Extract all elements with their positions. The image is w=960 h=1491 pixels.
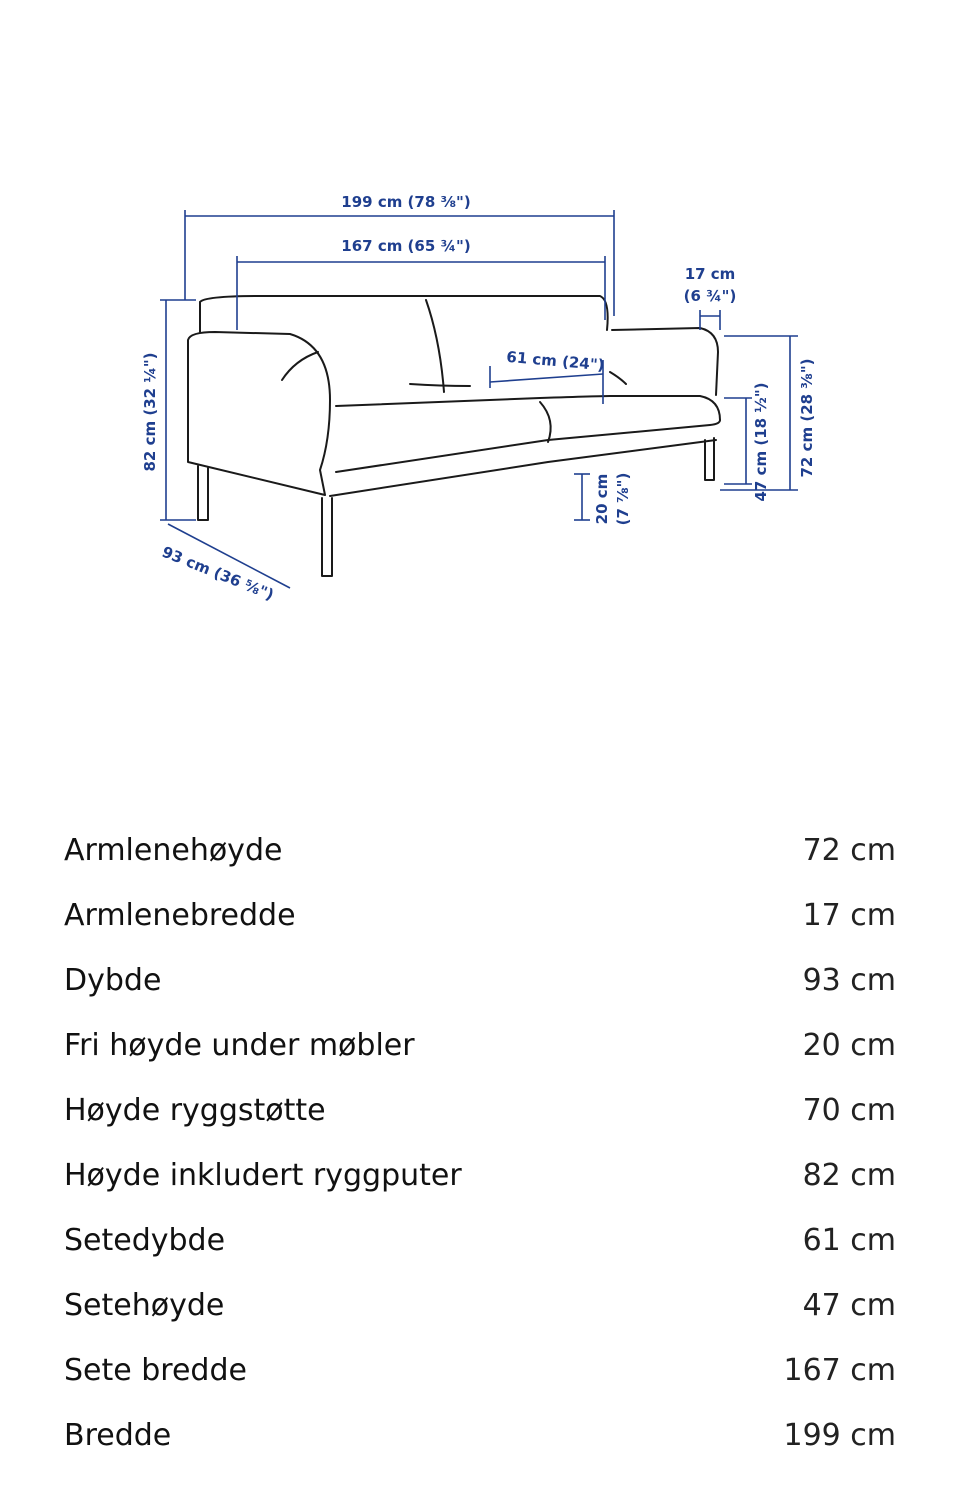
label-armrest-width-in: (6 ¾") <box>683 287 737 305</box>
label-seat-height: 47 cm (18 ½") <box>752 382 770 502</box>
sofa-leg-front-right <box>705 438 714 480</box>
spec-label: Bredde <box>64 1418 172 1453</box>
label-free-height-cm: 20 cm <box>593 473 611 525</box>
spec-value: 72 cm <box>802 833 896 868</box>
label-total-width: 199 cm (78 ⅜") <box>341 193 471 211</box>
spec-label: Høyde ryggstøtte <box>64 1093 326 1128</box>
spec-row <box>64 818 896 883</box>
spec-label: Setedybde <box>64 1223 226 1258</box>
spec-row <box>64 948 896 1013</box>
sofa-seat-seam <box>540 402 551 442</box>
sofa-base <box>330 440 716 496</box>
label-seat-width: 167 cm (65 ¾") <box>341 237 471 255</box>
spec-value: 20 cm <box>802 1028 896 1063</box>
spec-value: 167 cm <box>783 1353 896 1388</box>
spec-value: 61 cm <box>802 1223 896 1258</box>
spec-label: Høyde inkludert ryggputer <box>64 1158 462 1193</box>
spec-label: Dybde <box>64 963 162 998</box>
dimension-diagram <box>0 0 960 700</box>
spec-label: Armlenehøyde <box>64 833 283 868</box>
sofa-back-seam <box>426 300 444 392</box>
label-height: 82 cm (32 ¼") <box>141 352 159 472</box>
spec-label: Setehøyde <box>64 1288 225 1323</box>
dim-seat-depth-line <box>490 374 603 382</box>
spec-row <box>64 1208 896 1273</box>
sofa-right-armrest <box>612 328 718 395</box>
sofa-diagram-svg <box>0 0 960 700</box>
spec-row <box>64 883 896 948</box>
spec-label: Armlenebredde <box>64 898 296 933</box>
sofa-left-arm-crease <box>282 352 318 380</box>
dimension-spec-list <box>64 818 896 1468</box>
sofa-back-crease <box>410 384 470 386</box>
spec-row <box>64 1013 896 1078</box>
spec-row <box>64 1143 896 1208</box>
dimension-labels <box>141 193 816 604</box>
spec-row <box>64 1078 896 1143</box>
spec-row <box>64 1338 896 1403</box>
label-armrest-width-cm: 17 cm <box>684 265 736 283</box>
spec-row <box>64 1273 896 1338</box>
spec-value: 199 cm <box>783 1418 896 1453</box>
sofa-back-top <box>200 296 608 330</box>
spec-label: Fri høyde under møbler <box>64 1028 415 1063</box>
spec-value: 47 cm <box>802 1288 896 1323</box>
sofa-illustration <box>188 296 720 576</box>
label-armrest-height: 72 cm (28 ⅜") <box>798 358 816 478</box>
sofa-seat-top <box>336 396 720 420</box>
label-seat-depth: 61 cm (24") <box>505 347 606 375</box>
spec-value: 70 cm <box>802 1093 896 1128</box>
spec-label: Sete bredde <box>64 1353 247 1388</box>
spec-row <box>64 1403 896 1468</box>
label-free-height-in: (7 ⅞") <box>614 472 632 526</box>
spec-value: 93 cm <box>802 963 896 998</box>
label-depth: 93 cm (36 ⅝") <box>159 542 277 604</box>
sofa-right-arm-crease <box>610 372 626 384</box>
spec-value: 17 cm <box>802 898 896 933</box>
sofa-leg-front-left <box>322 498 332 576</box>
sofa-leg-back-left <box>198 466 208 520</box>
spec-value: 82 cm <box>802 1158 896 1193</box>
